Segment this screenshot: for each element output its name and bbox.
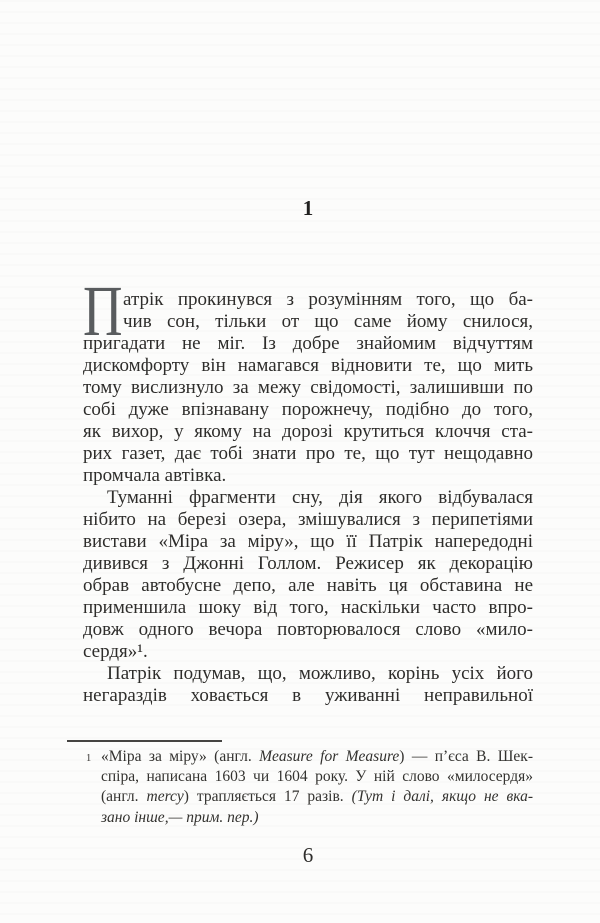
- footnote-segment: «Міра за міру» (англ.: [101, 748, 260, 765]
- text-line: довж одного вечора повторювалося слово «мило-: [83, 619, 533, 640]
- text-line: Патрік подумав, що, можливо, корінь усіх його: [107, 663, 533, 684]
- text-line: рих газет, дає тобі знати про те, що тут нещодавно: [83, 443, 533, 464]
- footnote-line: [101, 747, 533, 767]
- text-line: собі дуже впізнавану порожнечу, подібно до того,: [83, 399, 533, 420]
- footnote-italic-segment: (Тут і далі, якщо не вка-: [351, 788, 533, 806]
- footnote-segment: ) трапляється 17 разів.: [183, 788, 352, 806]
- paragraph: [83, 487, 533, 663]
- footnote-segment: (англ.: [101, 788, 147, 806]
- page-number: 6: [302, 843, 314, 867]
- footnote-divider: [67, 740, 222, 742]
- drop-cap: П: [83, 271, 123, 351]
- paragraph: [83, 663, 533, 707]
- text-line: промчала автівка.: [83, 465, 227, 486]
- text-line: чив сон, тільки от що саме йому снилося,: [123, 311, 533, 332]
- footnote-segment: спіра, написана 1603 чи 1604 року. У ній слово «милосердя»: [101, 768, 533, 786]
- text-line: дивився з Джонні Голлом. Режисер як декорацію: [83, 553, 533, 574]
- text-line: негараздів ховається в уживанні неправильної: [83, 685, 533, 706]
- footnote-line: [101, 808, 533, 828]
- body-text: [83, 271, 533, 707]
- footnote-line: [101, 767, 533, 787]
- paragraph: [83, 271, 533, 487]
- footnote-segment: ) — п’єса В. Шек-: [399, 748, 533, 765]
- text-line: нібито на березі озера, змішувалися з перипетіями: [83, 509, 533, 530]
- footnote: [86, 747, 533, 828]
- footnote-italic-segment: зано інше,— прим. пер.): [101, 808, 259, 826]
- text-line: пригадати не міг. Із добре знайомим відчуттям: [83, 333, 533, 354]
- text-line: применшила шоку від того, наскільки часто впро-: [83, 597, 533, 618]
- footnote-line: [101, 787, 533, 807]
- text-line: тому вислизнуло за межу свідомості, залишивши по: [83, 377, 533, 398]
- footnote-italic-segment: mercy: [146, 788, 184, 806]
- footnote-text: [101, 747, 533, 828]
- text-line: вистави «Міра за міру», що її Патрік напередодні: [83, 531, 533, 552]
- text-line: обрав автобусне депо, але навіть ця обставина не: [83, 575, 533, 596]
- text-line: атрік прокинувся з розумінням того, що ба-: [123, 289, 533, 310]
- text-line: Туманні фрагменти сну, дія якого відбувалася: [107, 487, 533, 508]
- text-line: дискомфорту він намагався відновити те, що мить: [83, 355, 533, 376]
- text-line: як вихор, у якому на дорозі крутиться клоччя ста-: [83, 421, 533, 442]
- footnote-italic-segment: Measure for Measure: [259, 748, 400, 765]
- chapter-number: 1: [302, 196, 314, 220]
- footnote-marker: 1: [86, 753, 92, 764]
- text-line: сердя»¹.: [83, 641, 148, 662]
